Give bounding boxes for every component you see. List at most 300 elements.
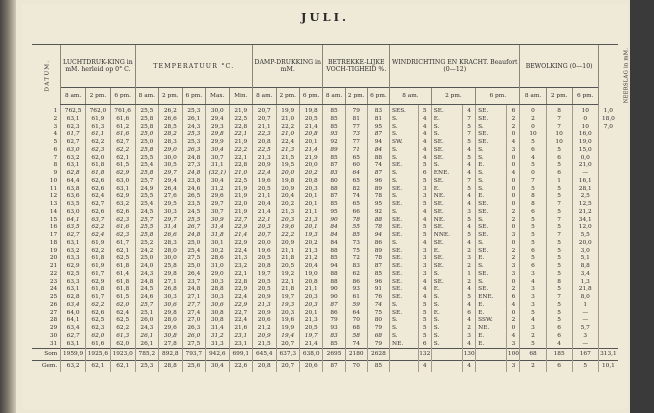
- table-cell: 6: [546, 170, 572, 178]
- day-cell: 1: [53, 107, 58, 114]
- table-cell: 24,8: [182, 155, 205, 163]
- table-cell: 6: [463, 310, 476, 318]
- table-cell: 5: [463, 217, 476, 225]
- subheader-cell: 2 pm.: [159, 88, 182, 105]
- table-cell: 0: [507, 310, 520, 318]
- table-cell: S.: [476, 263, 507, 271]
- table-cell: 29,5: [159, 201, 182, 209]
- table-cell: 21,8: [276, 286, 299, 294]
- table-row: [32, 170, 618, 178]
- table-cell: E.: [476, 255, 507, 263]
- table-row: [32, 209, 618, 217]
- table-row: [32, 333, 618, 341]
- table-cell: 30,1: [206, 240, 229, 248]
- table-cell: 3: [520, 302, 546, 310]
- table-cell: S.: [431, 271, 462, 279]
- table-cell: 4: [418, 209, 431, 217]
- table-cell: S.: [431, 162, 462, 170]
- table-row: [32, 294, 618, 302]
- table-cell: 19,3: [299, 232, 322, 240]
- table-cell: 4: [418, 147, 431, 155]
- table-cell: S.: [390, 131, 419, 139]
- table-cell: 85: [323, 105, 345, 116]
- table-cell: 19,9: [276, 325, 299, 333]
- table-cell: E.: [431, 286, 462, 294]
- table-cell: 23,2: [229, 263, 252, 271]
- table-cell: 3: [572, 333, 598, 341]
- table-cell: 5: [520, 162, 546, 170]
- table-cell: 65: [345, 155, 367, 163]
- table-cell: 25,0: [182, 240, 205, 248]
- table-cell: 5: [418, 325, 431, 333]
- table-cell: 61,6: [110, 116, 135, 124]
- table-cell: 2: [520, 361, 546, 373]
- table-cell: 0: [507, 162, 520, 170]
- table-cell: 63,3: [61, 255, 86, 263]
- table-cell: 63,5: [61, 201, 86, 209]
- table-cell: 24,5: [182, 209, 205, 217]
- table-cell: 62,9: [110, 170, 135, 178]
- table-cell: 7: [463, 178, 476, 186]
- table-cell: 24,9: [135, 186, 158, 194]
- table-cell: 22,9: [229, 240, 252, 248]
- table-cell: 7: [463, 116, 476, 124]
- sum-row: [32, 349, 618, 361]
- table-cell: 1925,6: [86, 349, 111, 361]
- table-cell: 21,4: [253, 209, 276, 217]
- table-cell: 21,1: [253, 193, 276, 201]
- table-cell: 22,9: [229, 302, 252, 310]
- table-cell: 23,7: [182, 279, 205, 287]
- table-cell: 20,3: [253, 224, 276, 232]
- table-cell: 63,2: [61, 248, 86, 256]
- subheader-cell: 6 pm.: [299, 88, 322, 105]
- table-cell: 63,2: [61, 361, 86, 373]
- table-cell: 29,7: [206, 201, 229, 209]
- table-cell: [598, 325, 618, 333]
- table-cell: 5: [463, 294, 476, 302]
- table-cell: 25,5: [135, 155, 158, 163]
- table-cell: [598, 193, 618, 201]
- table-cell: 19,7: [299, 333, 322, 341]
- table-cell: 793,7: [182, 349, 205, 361]
- table-cell: 132: [418, 349, 431, 361]
- table-cell: 699,1: [229, 349, 252, 361]
- table-cell: 81: [367, 116, 389, 124]
- table-cell: 19,6: [253, 178, 276, 186]
- table-cell: [598, 286, 618, 294]
- table-cell: 63,2: [61, 155, 86, 163]
- day-cell: 5: [53, 139, 58, 145]
- table-cell: 26,0: [135, 317, 158, 325]
- day-cell: 28: [49, 317, 58, 324]
- table-cell: 22,2: [229, 147, 252, 155]
- table-cell: 62,9: [86, 279, 111, 287]
- table-cell: 28,3: [159, 139, 182, 147]
- luchtdruk-header: LUCHTDRUK-KING in mM. herleid op 0° C.: [61, 45, 135, 88]
- table-cell: 29,3: [206, 124, 229, 132]
- table-cell: 26,4: [159, 186, 182, 194]
- table-cell: 0: [507, 325, 520, 333]
- table-cell: SE.: [390, 201, 419, 209]
- table-cell: 4: [463, 193, 476, 201]
- table-cell: [390, 349, 419, 361]
- table-cell: 20,8: [253, 263, 276, 271]
- table-cell: 22,0: [229, 201, 252, 209]
- table-cell: 80: [367, 317, 389, 325]
- table-cell: 87: [367, 263, 389, 271]
- table-cell: SE.: [431, 279, 462, 287]
- table-cell: 7: [520, 178, 546, 186]
- table-cell: 62,2: [110, 147, 135, 155]
- table-cell: 4: [546, 341, 572, 349]
- table-cell: 4: [463, 240, 476, 248]
- table-cell: 1: [572, 302, 598, 310]
- table-cell: SE.: [431, 147, 462, 155]
- table-cell: 4: [463, 361, 476, 373]
- table-cell: 5: [520, 240, 546, 248]
- table-cell: S.: [390, 193, 419, 201]
- table-cell: 8: [546, 105, 572, 116]
- table-cell: 22,7: [229, 310, 252, 318]
- table-cell: 2180: [345, 349, 367, 361]
- table-cell: 87: [323, 193, 345, 201]
- table-cell: [598, 131, 618, 139]
- table-cell: 5: [418, 201, 431, 209]
- table-cell: S.: [431, 341, 462, 349]
- table-cell: 25,8: [135, 147, 158, 155]
- table-cell: 16,0: [572, 131, 598, 139]
- table-cell: SE.: [390, 286, 419, 294]
- table-cell: 62,7: [86, 201, 111, 209]
- table-cell: 84: [323, 232, 345, 240]
- table-cell: 95: [367, 124, 389, 132]
- table-cell: 5,7: [572, 325, 598, 333]
- table-cell: 0: [507, 131, 520, 139]
- table-cell: 0: [520, 170, 546, 178]
- table-cell: 7: [546, 217, 572, 225]
- table-cell: S.: [431, 325, 462, 333]
- table-cell: 762,0: [86, 105, 111, 116]
- table-cell: 313,1: [598, 349, 618, 361]
- table-cell: 24,3: [135, 271, 158, 279]
- table-cell: 23,8: [182, 178, 205, 186]
- table-cell: [598, 224, 618, 232]
- table-cell: 26,3: [182, 147, 205, 155]
- table-cell: 22,9: [229, 224, 252, 232]
- table-cell: 6: [546, 361, 572, 373]
- subheader-cell: 8 am.: [323, 88, 345, 105]
- subheader-cell: Max.: [206, 88, 229, 105]
- month-title: JULI.: [301, 10, 349, 24]
- table-cell: 19,7: [276, 294, 299, 302]
- table-cell: 20,2: [299, 240, 322, 248]
- table-cell: SE.: [390, 217, 419, 225]
- table-cell: 61,6: [86, 341, 111, 349]
- table-cell: 61,7: [61, 131, 86, 139]
- row-label-cell: Gem.: [32, 361, 61, 373]
- table-cell: 2: [507, 124, 520, 132]
- table-cell: 62,6: [86, 209, 111, 217]
- table-body: [32, 105, 618, 349]
- table-cell: 62,5: [61, 271, 86, 279]
- table-cell: 25,5: [135, 105, 158, 116]
- table-cell: 30,4: [206, 147, 229, 155]
- table-cell: 19,6: [253, 248, 276, 256]
- day-cell: 8: [53, 162, 58, 169]
- table-cell: 26,7: [182, 224, 205, 232]
- table-cell: 21,5: [253, 341, 276, 349]
- table-cell: 5,1: [572, 255, 598, 263]
- table-cell: 29,8: [159, 271, 182, 279]
- table-cell: 61,9: [86, 240, 111, 248]
- table-cell: 30,3: [206, 279, 229, 287]
- table-cell: 19,4: [276, 333, 299, 341]
- day-cell: 16: [49, 224, 58, 231]
- table-cell: 61,7: [86, 271, 111, 279]
- table-cell: 63,1: [61, 341, 86, 349]
- day-cell: 26: [49, 301, 58, 308]
- table-cell: 62,3: [110, 217, 135, 225]
- table-cell: 20,8: [299, 279, 322, 287]
- day-cell: 11: [49, 185, 58, 192]
- table-cell: 61,7: [110, 240, 135, 248]
- table-cell: 0: [507, 178, 520, 186]
- table-cell: NE.: [476, 325, 507, 333]
- table-cell: 62,0: [110, 341, 135, 349]
- table-cell: 26,2: [159, 105, 182, 116]
- table-cell: 62,3: [61, 124, 86, 132]
- table-cell: 93: [345, 286, 367, 294]
- table-cell: 20,5: [276, 263, 299, 271]
- table-cell: 86: [345, 279, 367, 287]
- table-cell: 22,4: [253, 170, 276, 178]
- table-cell: 88: [367, 155, 389, 163]
- table-cell: 62,3: [110, 232, 135, 240]
- table-cell: 5: [520, 224, 546, 232]
- day-cell: 9: [53, 170, 58, 176]
- table-cell: 62,3: [86, 147, 111, 155]
- table-cell: 61,4: [110, 271, 135, 279]
- table-cell: 61,2: [110, 124, 135, 132]
- table-cell: 20,0: [572, 240, 598, 248]
- table-cell: 31,4: [206, 325, 229, 333]
- table-row: [32, 279, 618, 287]
- table-cell: 58: [345, 333, 367, 341]
- table-cell: S.: [390, 317, 419, 325]
- day-cell: 31: [49, 340, 58, 347]
- table-cell: SE.: [390, 294, 419, 302]
- table-cell: SE.: [390, 263, 419, 271]
- table-cell: 20,9: [276, 240, 299, 248]
- table-cell: 61,1: [86, 131, 111, 139]
- table-cell: 68: [520, 349, 546, 361]
- table-row: [32, 186, 618, 194]
- table-cell: 28,0: [159, 317, 182, 325]
- table-cell: 20,2: [276, 201, 299, 209]
- table-cell: 4: [507, 302, 520, 310]
- table-cell: 3: [507, 361, 520, 373]
- table-cell: 5: [546, 224, 572, 232]
- table-cell: 5: [418, 224, 431, 232]
- day-cell: 15: [49, 216, 58, 223]
- table-cell: 27,1: [182, 294, 205, 302]
- table-cell: 62,4: [110, 310, 135, 318]
- table-cell: 25,0: [135, 131, 158, 139]
- table-cell: 75: [345, 248, 367, 256]
- table-cell: 63,1: [61, 116, 86, 124]
- table-cell: 3: [418, 248, 431, 256]
- table-cell: 3: [463, 333, 476, 341]
- temperatuur-header: TEMPERATUUR °C.: [135, 45, 252, 88]
- table-cell: 61,5: [110, 294, 135, 302]
- table-cell: 2: [507, 217, 520, 225]
- table-row: [32, 147, 618, 155]
- table-row: [32, 224, 618, 232]
- table-cell: 26,3: [182, 325, 205, 333]
- table-cell: 10: [520, 131, 546, 139]
- table-cell: SE.: [431, 255, 462, 263]
- table-cell: 30,3: [159, 209, 182, 217]
- table-cell: SES.: [390, 105, 419, 116]
- windrichting-header: WINDRICHTING EN KRACHT. Beaufort (0—12): [390, 45, 520, 88]
- table-cell: 63,2: [110, 201, 135, 209]
- table-cell: 78: [345, 217, 367, 225]
- table-cell: 72: [345, 255, 367, 263]
- table-cell: SE.: [390, 224, 419, 232]
- table-cell: 61: [345, 294, 367, 302]
- table-cell: [476, 361, 507, 373]
- table-row: [32, 217, 618, 225]
- table-cell: 73: [345, 240, 367, 248]
- table-cell: 62,8: [61, 170, 86, 178]
- table-cell: S.: [390, 333, 419, 341]
- table-cell: [598, 186, 618, 194]
- table-cell: [598, 139, 618, 147]
- subheader-cell: 6 pm.: [110, 88, 135, 105]
- table-cell: S.: [431, 131, 462, 139]
- table-cell: 5: [546, 209, 572, 217]
- table-cell: 30,7: [206, 155, 229, 163]
- table-cell: 30,8: [206, 310, 229, 318]
- table-cell: 7: [546, 116, 572, 124]
- table-cell: SE.: [476, 271, 507, 279]
- table-cell: 27,7: [182, 302, 205, 310]
- table-cell: 3: [507, 147, 520, 155]
- table-cell: 20,9: [276, 186, 299, 194]
- table-cell: 2: [507, 116, 520, 124]
- table-cell: NE.: [431, 217, 462, 225]
- table-cell: E.: [431, 310, 462, 318]
- table-cell: 20,9: [253, 333, 276, 341]
- table-cell: 26,0: [182, 333, 205, 341]
- table-cell: 4: [463, 286, 476, 294]
- table-cell: NE.: [390, 341, 419, 349]
- table-cell: 892,8: [159, 349, 182, 361]
- table-cell: 10: [572, 105, 598, 116]
- table-cell: 20,7: [253, 105, 276, 116]
- table-cell: E.: [476, 193, 507, 201]
- table-cell: 24,5: [135, 286, 158, 294]
- day-cell: 3: [53, 123, 58, 130]
- table-cell: [598, 263, 618, 271]
- table-cell: [598, 201, 618, 209]
- table-cell: 61,6: [110, 131, 135, 139]
- table-cell: [598, 294, 618, 302]
- table-cell: SE.: [390, 162, 419, 170]
- table-cell: 62,5: [110, 317, 135, 325]
- table-row: [32, 178, 618, 186]
- table-cell: 20,2: [299, 170, 322, 178]
- table-cell: 5: [546, 240, 572, 248]
- table-cell: 5: [463, 186, 476, 194]
- table-cell: 4: [418, 286, 431, 294]
- table-cell: 0: [572, 116, 598, 124]
- table-cell: —: [572, 341, 598, 349]
- table-cell: 29,6: [206, 193, 229, 201]
- table-cell: 10: [546, 139, 572, 147]
- day-cell: 13: [49, 201, 58, 207]
- table-cell: 3: [507, 341, 520, 349]
- table-cell: 62,4: [86, 193, 111, 201]
- table-cell: 5: [463, 139, 476, 147]
- table-cell: 25,5: [135, 193, 158, 201]
- table-cell: 22,6: [229, 361, 252, 373]
- table-cell: E.: [431, 116, 462, 124]
- table-cell: 64,4: [61, 178, 86, 186]
- table-cell: 27,6: [159, 193, 182, 201]
- table-cell: 7: [546, 201, 572, 209]
- table-cell: 21,0: [229, 170, 252, 178]
- table-cell: 20,5: [299, 116, 322, 124]
- table-cell: S.: [390, 147, 419, 155]
- table-cell: 8,8: [572, 263, 598, 271]
- table-cell: 31,4: [206, 224, 229, 232]
- table-cell: 5: [463, 124, 476, 132]
- table-cell: 81: [345, 116, 367, 124]
- table-cell: 75: [367, 310, 389, 318]
- table-cell: 22,4: [229, 248, 252, 256]
- table-cell: 25,8: [159, 263, 182, 271]
- table-cell: 20,5: [253, 279, 276, 287]
- table-cell: 5: [520, 341, 546, 349]
- table-cell: 22,4: [229, 294, 252, 302]
- table-cell: 10: [546, 131, 572, 139]
- table-cell: —: [572, 170, 598, 178]
- table-cell: 29,0: [159, 147, 182, 155]
- table-cell: 30,4: [206, 361, 229, 373]
- table-cell: 5: [520, 186, 546, 194]
- table-cell: 0: [507, 193, 520, 201]
- table-cell: 2: [520, 333, 546, 341]
- table-cell: 8: [520, 201, 546, 209]
- table-cell: 6: [418, 341, 431, 349]
- table-cell: 2,5: [572, 193, 598, 201]
- table-cell: E.: [431, 248, 462, 256]
- table-cell: [598, 232, 618, 240]
- table-cell: 3: [463, 255, 476, 263]
- table-cell: 16,1: [572, 178, 598, 186]
- table-cell: 62,4: [86, 232, 111, 240]
- table-cell: 2: [520, 116, 546, 124]
- table-cell: 5: [520, 310, 546, 318]
- table-cell: 29,8: [206, 131, 229, 139]
- table-cell: [598, 302, 618, 310]
- table-cell: 20,1: [299, 201, 322, 209]
- table-cell: S.: [476, 147, 507, 155]
- table-cell: 3: [418, 186, 431, 194]
- table-row: [32, 325, 618, 333]
